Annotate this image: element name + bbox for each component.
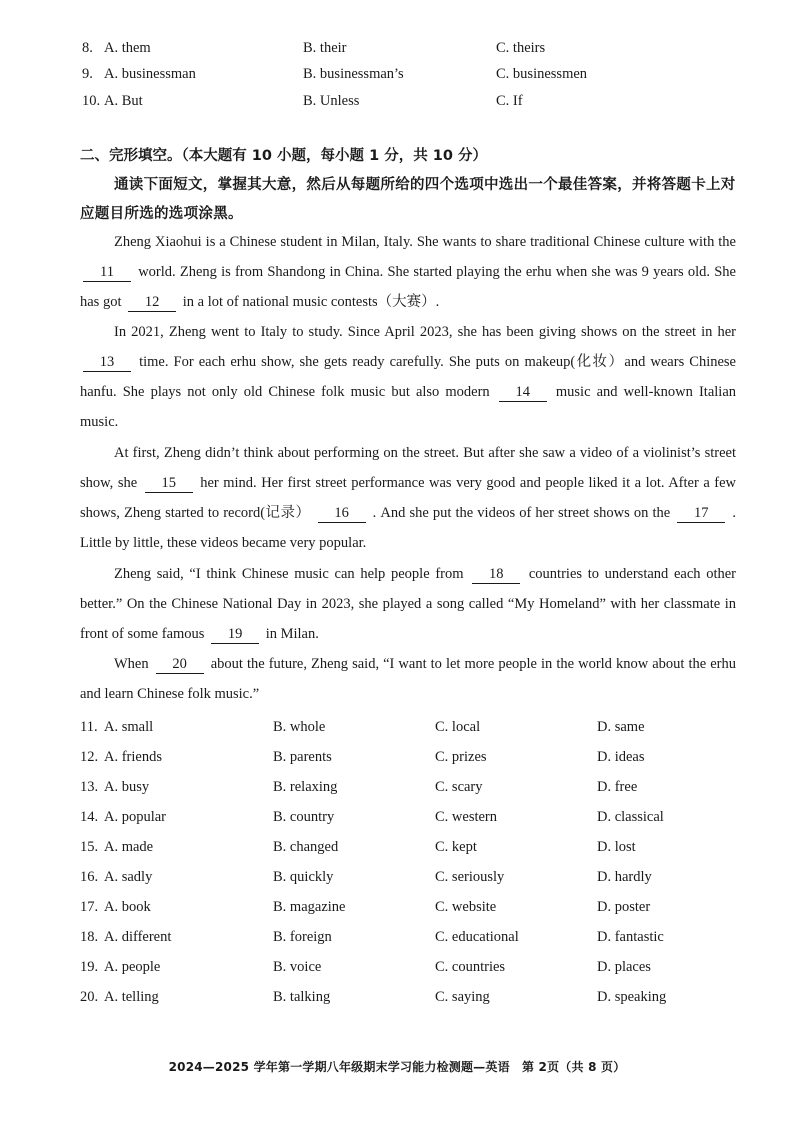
question-number: 8. — [82, 40, 93, 56]
option-a: A. sadly — [104, 869, 153, 885]
option-d: D. places — [597, 959, 651, 975]
option-c: C. educational — [435, 929, 519, 945]
option-a: A. But — [104, 93, 143, 109]
question-number: 15. — [80, 839, 99, 855]
option-b: B. their — [303, 40, 347, 56]
question-number: 18. — [80, 929, 99, 945]
option-a: A. businessman — [104, 66, 196, 82]
question-number: 10. — [82, 93, 101, 109]
option-a: A. small — [104, 719, 154, 735]
option-d: D. fantastic — [597, 929, 664, 945]
option-c: C. theirs — [496, 40, 546, 56]
section-title: 二、完形填空。（本大题有 10 小题，每小题 1 分，共 10 分） — [80, 148, 487, 164]
question-number: 12. — [80, 749, 99, 765]
option-c: C. saying — [435, 989, 490, 1005]
option-a: A. made — [104, 839, 154, 855]
blank-15: 15 — [145, 474, 193, 493]
option-d: D. free — [597, 779, 638, 795]
question-number: 16. — [80, 869, 99, 885]
question-number: 20. — [80, 989, 99, 1005]
option-d: D. poster — [597, 899, 651, 915]
question-row-13 — [0, 779, 794, 801]
question-row-10 — [0, 93, 794, 115]
option-c: C. website — [435, 899, 497, 915]
question-row-12 — [0, 749, 794, 771]
passage-paragraph-3: At first, Zheng didn’t think about performing on the street. But after she saw a video of a violinist’s street show, she 15 her mind. Her first street performance was very good and people liked it a lot. After a few shows, Zheng started to record(记录） 16 . And she put the videos of her street shows on the 17 . Little by little, these videos became very popular. — [80, 445, 737, 551]
option-a: A. busy — [104, 779, 150, 795]
blank-18: 18 — [472, 565, 520, 584]
blank-17: 17 — [677, 504, 725, 523]
option-b: B. relaxing — [273, 779, 338, 795]
question-row-18 — [0, 929, 794, 951]
option-a: A. friends — [104, 749, 162, 765]
option-c: C. western — [435, 809, 498, 825]
option-a: A. popular — [104, 809, 167, 825]
option-d: D. speaking — [597, 989, 667, 1005]
passage-paragraph-5: When 20 about the future, Zheng said, “I want to let more people in the world know about the erhu and learn Chinese folk music.” — [80, 656, 737, 702]
question-row-11 — [0, 719, 794, 741]
option-b: B. voice — [273, 959, 322, 975]
option-b: B. quickly — [273, 869, 334, 885]
blank-14: 14 — [499, 383, 547, 402]
option-c: C. kept — [435, 839, 477, 855]
question-number: 9. — [82, 66, 93, 82]
option-c: C. scary — [435, 779, 483, 795]
option-a: A. them — [104, 40, 151, 56]
question-number: 13. — [80, 779, 99, 795]
blank-16: 16 — [318, 504, 366, 523]
option-b: B. parents — [273, 749, 332, 765]
blank-13: 13 — [83, 353, 131, 372]
question-row-17 — [0, 899, 794, 921]
option-b: B. Unless — [303, 93, 360, 109]
option-b: B. foreign — [273, 929, 332, 945]
option-d: D. ideas — [597, 749, 645, 765]
option-d: D. same — [597, 719, 645, 735]
option-c: C. businessmen — [496, 66, 588, 82]
blank-19: 19 — [211, 625, 259, 644]
passage-paragraph-2: In 2021, Zheng went to Italy to study. Since April 2023, she has been giving shows on the street in her 13 time. For each erhu show, she gets ready carefully. She puts on makeup(化妆）and wears Chinese hanfu. She plays not only old Chinese folk music but also modern 14 music and well-known Italian music. — [80, 324, 737, 430]
option-a: A. book — [104, 899, 151, 915]
option-b: B. businessman’s — [303, 66, 404, 82]
question-number: 11. — [80, 719, 98, 735]
question-row-14 — [0, 809, 794, 831]
page-footer: 2024—2025 学年第一学期八年级期末学习能力检测题—英语 第 2页（共 8 页） — [168, 1060, 626, 1074]
option-a: A. people — [104, 959, 161, 975]
option-b: B. whole — [273, 719, 326, 735]
passage-paragraph-1: Zheng Xiaohui is a Chinese student in Milan, Italy. She wants to share traditional Chinese culture with the 11 world. Zheng is from Shandong in China. She started playing the erhu when she was 9 years old. She has got 12 in a lot of national music contests（大赛）. — [80, 234, 736, 310]
question-row-20 — [0, 989, 794, 1011]
option-a: A. different — [104, 929, 172, 945]
question-number: 17. — [80, 899, 99, 915]
blank-11: 11 — [83, 263, 131, 282]
option-b: B. changed — [273, 839, 339, 855]
passage-paragraph-4: Zheng said, “I think Chinese music can help people from 18 countries to understand each other better.” On the Chinese National Day in 2023, she played a song called “My Homeland” with her classmate in front of some famous 19 in Milan. — [80, 566, 737, 642]
section-instruction: 通读下面短文，掌握其大意，然后从每题所给的四个选项中选出一个最佳答案，并将答题卡上对应题目所选的选项涂黑。 — [80, 177, 736, 222]
option-c: C. If — [496, 93, 523, 109]
option-b: B. magazine — [273, 899, 346, 915]
option-c: C. countries — [435, 959, 506, 975]
option-d: D. hardly — [597, 869, 652, 885]
question-row-8 — [0, 40, 794, 62]
option-b: B. country — [273, 809, 335, 825]
blank-12: 12 — [128, 293, 176, 312]
option-a: A. telling — [104, 989, 159, 1005]
question-row-15 — [0, 839, 794, 861]
question-number: 19. — [80, 959, 99, 975]
question-row-9 — [0, 66, 794, 88]
option-d: D. lost — [597, 839, 636, 855]
question-row-16 — [0, 869, 794, 891]
option-c: C. local — [435, 719, 481, 735]
question-number: 14. — [80, 809, 99, 825]
option-d: D. classical — [597, 809, 664, 825]
question-row-19 — [0, 959, 794, 981]
option-c: C. prizes — [435, 749, 487, 765]
blank-20: 20 — [156, 655, 204, 674]
option-b: B. talking — [273, 989, 331, 1005]
option-c: C. seriously — [435, 869, 505, 885]
